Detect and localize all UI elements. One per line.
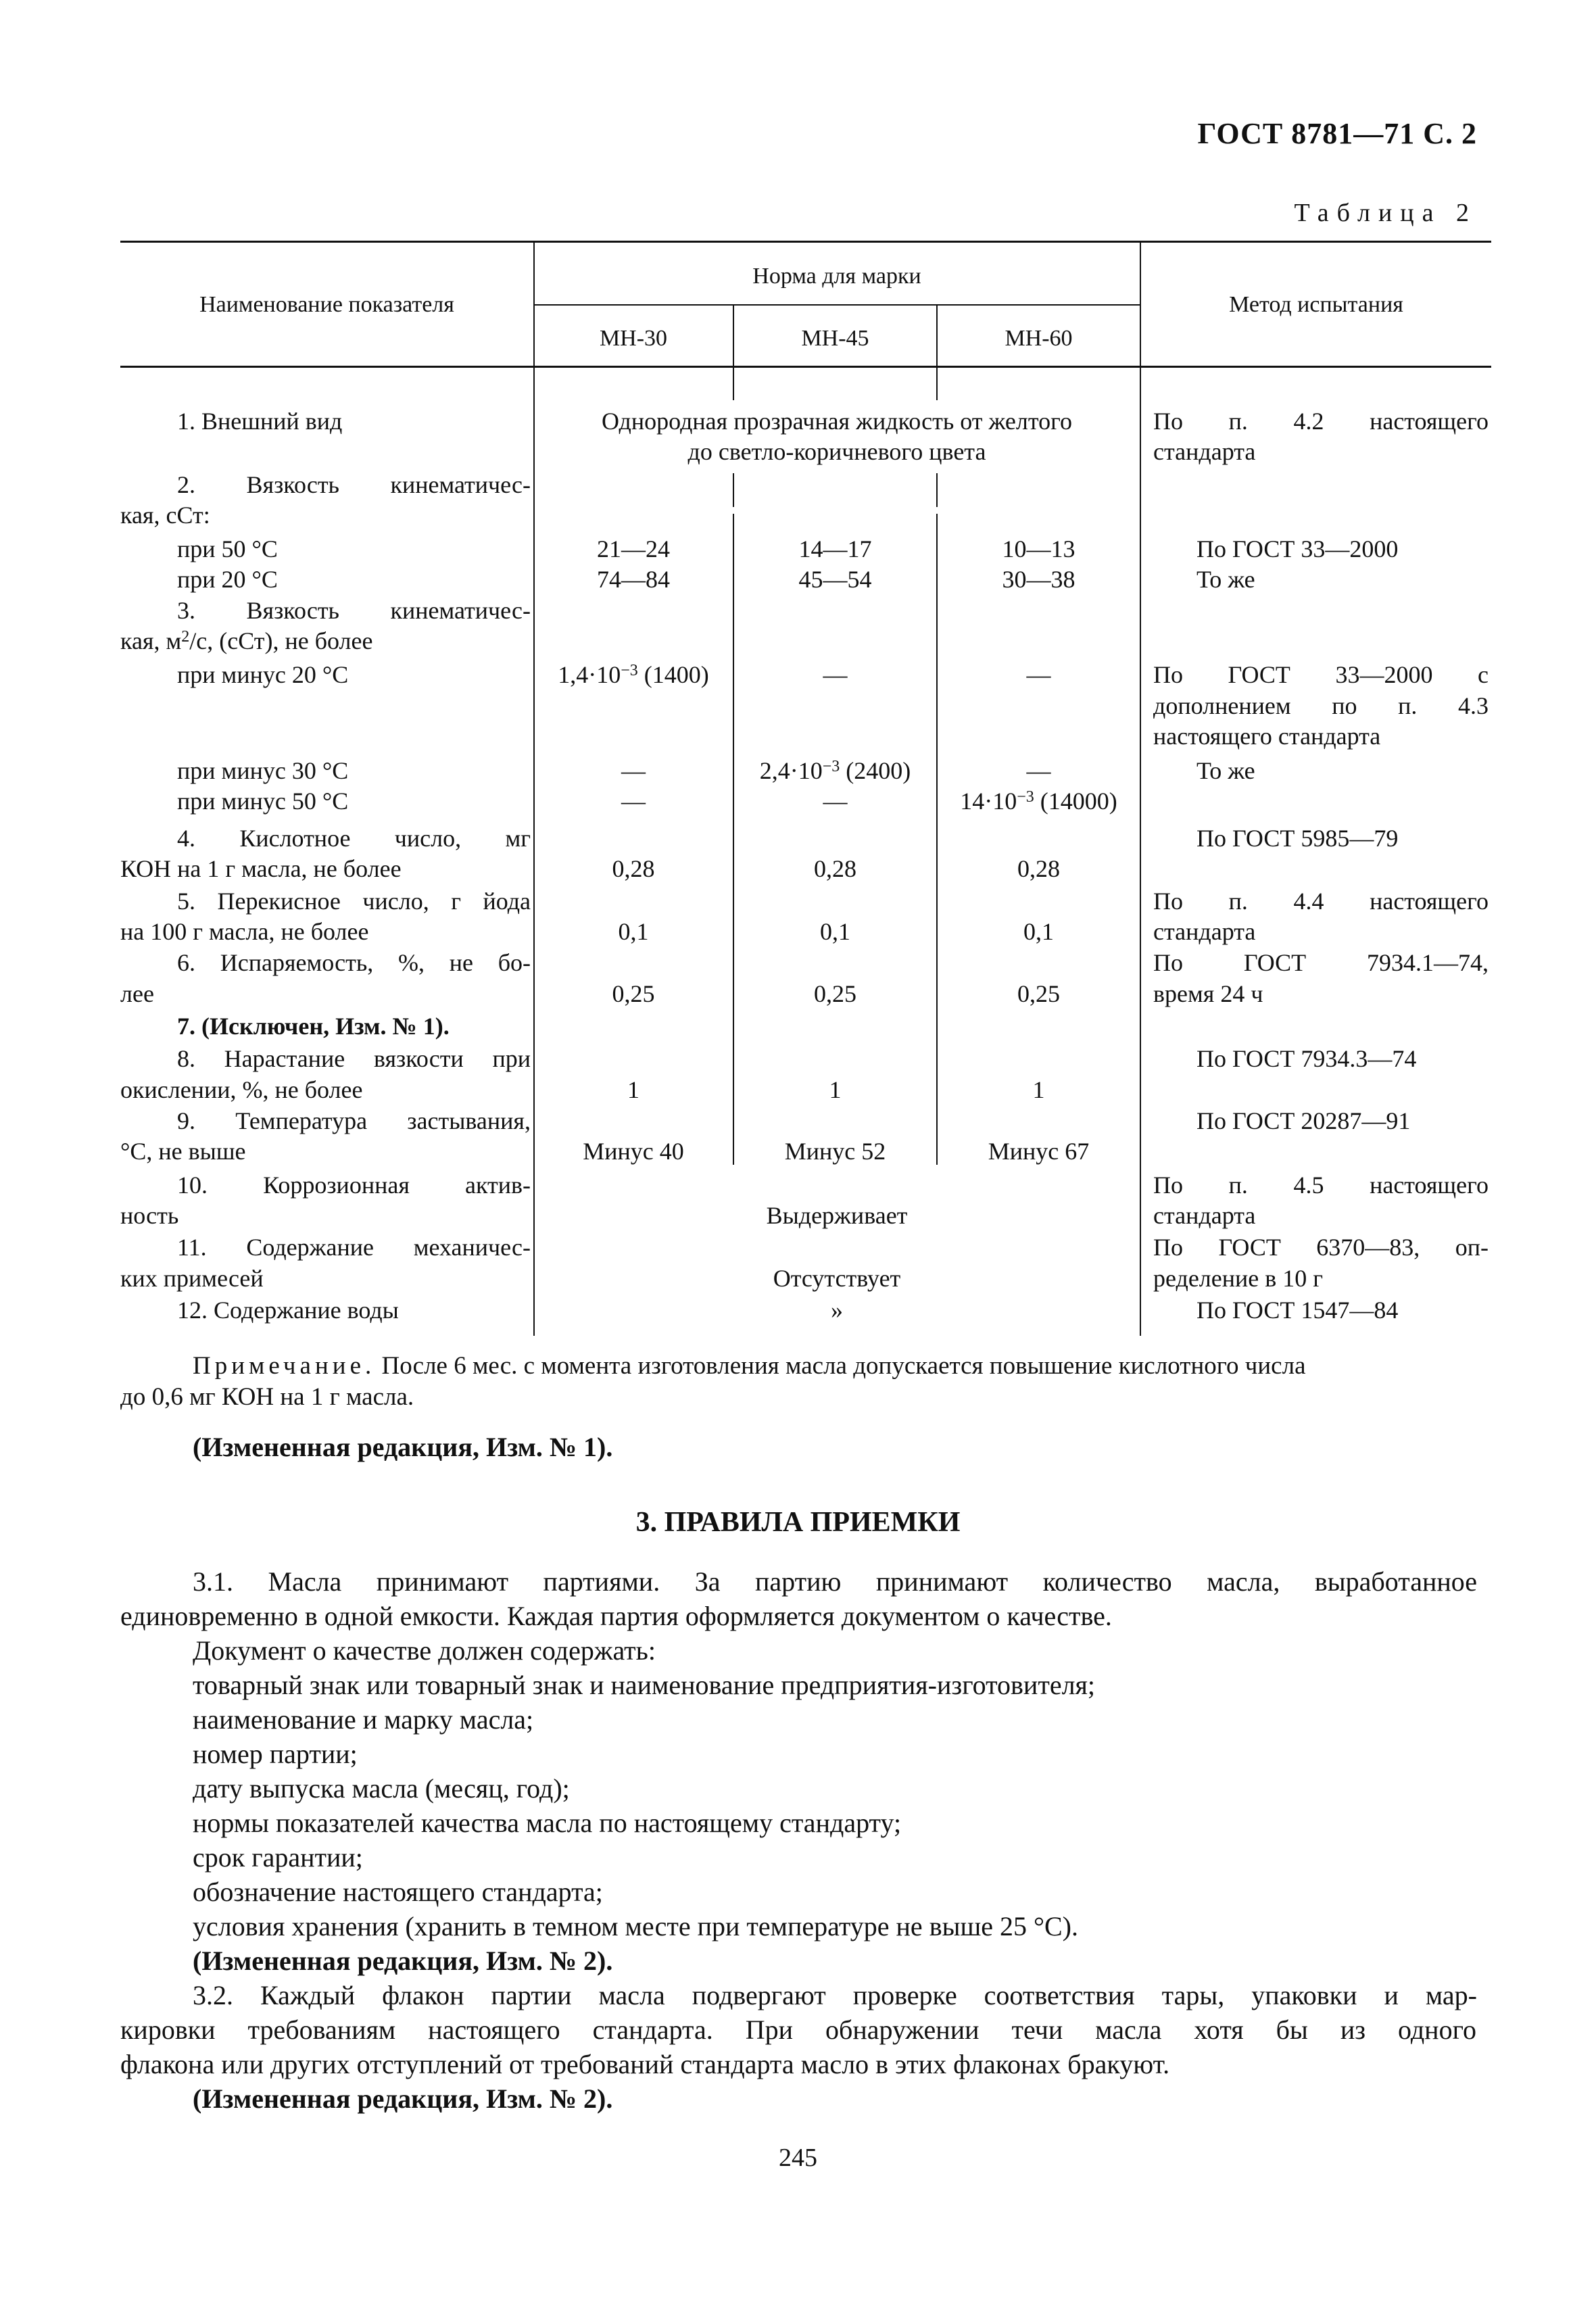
row-name: 9. Температура застывания, [177,1107,531,1134]
list-item: срок гарантии; [193,1842,363,1873]
row-name: окислении, %, не более [120,1076,363,1103]
row-value: 1 [627,1076,639,1103]
section-title: 3. ПРАВИЛА ПРИЕМКИ [635,1507,961,1538]
row-method: ределение в 10 г [1153,1265,1324,1292]
paragraph-3-2: 3.2. Каждый флакон партии масла подвергают проверке соответствия тары, упаковки и мар- [193,1980,1477,2010]
row-method: То же [1196,566,1255,593]
table-row-7: 7. (Исключен, Изм. № 1). [177,1013,450,1040]
row-value: — [621,788,646,815]
paragraph-3-1: 3.1. Масла принимают партиями. За партию принимают количество масла, выработанное [193,1566,1477,1597]
row-method: По ГОСТ 7934.3—74 [1196,1045,1417,1072]
row-method: настоящего стандарта [1153,723,1381,750]
row-value: 0,1 [820,918,850,945]
row-value: — [1026,757,1051,784]
row-method: дополнением по п. 4.3 [1153,692,1489,719]
table-note: Примечание. После 6 мес. с момента изготовления масла допускается повышение кислотного числа [193,1352,1306,1380]
row-name: 10. Коррозионная актив- [177,1172,531,1199]
row-name: на 100 г масла, не более [120,918,369,945]
paragraph-3-2-cont: кировки требованиям настоящего стандарта. При обнаружении течи масла хотя бы из одного [120,2015,1476,2045]
row-method: стандарта [1153,1202,1256,1229]
row-method: По ГОСТ 33—2000 [1196,535,1399,562]
row-method: По ГОСТ 33—2000 с [1153,661,1489,688]
document-header: ГОСТ 8781—71 С. 2 [1197,117,1477,150]
row-value: 0,28 [814,855,856,882]
row-name: лее [120,980,154,1007]
paragraph-3-2-cont: флакона или других отступлений от требований стандарта масло в этих флаконах бракуют. [120,2049,1170,2079]
row-method: По ГОСТ 5985—79 [1196,825,1399,852]
row-method: стандарта [1153,438,1256,465]
row-value: 0,25 [1017,980,1060,1007]
row-method: По п. 4.2 настоящего [1153,408,1489,435]
list-item: обозначение настоящего стандарта; [193,1877,603,1907]
row-value: 0,1 [1023,918,1054,945]
row-sub-label: при минус 30 °С [177,757,349,784]
row-sub-label: при 20 °С [177,566,278,593]
amendment-note: (Измененная редакция, Изм. № 2). [193,2083,613,2114]
row-value: — [1026,661,1051,688]
row-sub-label: при минус 50 °С [177,788,349,815]
row-method: время 24 ч [1153,980,1263,1007]
row-value: 0,25 [814,980,856,1007]
col-header-grade-mn60: МН-60 [1005,326,1073,351]
row-name: 2. Вязкость кинематичес- [177,471,531,498]
page-number: 245 [779,2144,817,2172]
row-method: По ГОСТ 20287—91 [1196,1107,1411,1134]
row-value: Минус 40 [583,1138,684,1165]
row-name: 6. Испаряемость, %, не бо- [177,949,531,976]
row-name: 4. Кислотное число, мг [177,825,531,852]
row-value: 10—13 [1002,535,1075,562]
row-name: 8. Нарастание вязкости при [177,1045,531,1072]
row-name: 5. Перекисное число, г йода [177,888,531,915]
row-method: По п. 4.5 настоящего [1153,1172,1489,1199]
list-item: нормы показателей качества масла по настоящему стандарту; [193,1808,902,1838]
list-item: товарный знак или товарный знак и наименование предприятия-изготовителя; [193,1670,1096,1700]
row-method: То же [1196,757,1255,784]
row-method: По ГОСТ 6370—83, оп- [1153,1234,1489,1261]
row-name: 3. Вязкость кинематичес- [177,597,531,624]
table-caption: Таблица 2 [1294,199,1477,227]
row-name: 12. Содержание воды [177,1297,399,1324]
row-name: °С, не выше [120,1138,246,1165]
col-header-grade-mn45: МН-45 [801,326,869,351]
row-value: $1,4\cdot 10^{-3}$ (1400) [558,661,709,688]
row-value: Минус 52 [784,1138,886,1165]
list-item: дату выпуска масла (месяц, год); [193,1773,570,1804]
row-value: — [823,661,848,688]
row-value: 45—54 [798,566,872,593]
amendment-note: (Измененная редакция, Изм. № 1). [193,1432,613,1462]
table-note-cont: до 0,6 мг КОН на 1 г масла. [120,1383,414,1411]
paragraph-3-1-cont: единовременно в одной емкости. Каждая партия оформляется документом о качестве. [120,1601,1112,1631]
amendment-note: (Измененная редакция, Изм. № 2). [193,1946,613,1976]
list-item: номер партии; [193,1739,358,1769]
row-value: $14\cdot 10^{-3}$ (14000) [960,788,1117,815]
row-value: 21—24 [597,535,670,562]
row-value: Отсутствует [773,1265,901,1292]
doc-intro: Документ о качестве должен содержать: [193,1635,656,1666]
row-method: стандарта [1153,918,1256,945]
col-header-method: Метод испытания [1229,292,1403,317]
row-name: ких примесей [120,1265,264,1292]
list-item: наименование и марку масла; [193,1704,534,1735]
col-header-grade-mn30: МН-30 [599,326,668,351]
row-name: 1. Внешний вид [177,408,343,435]
row-sub-label: при минус 20 °С [177,661,349,688]
row-value: 1 [1032,1076,1045,1103]
row-value: 30—38 [1002,566,1075,593]
row-name: кая, $м^2/с$, (сСт), не более [120,627,373,654]
row-value: 74—84 [597,566,670,593]
row-name: 11. Содержание механичес- [177,1234,531,1261]
row-value: — [823,788,848,815]
row-value: 0,28 [1017,855,1060,882]
row-method: По п. 4.4 настоящего [1153,888,1489,915]
row-sub-label: при 50 °С [177,535,278,562]
row-name: ность [120,1202,179,1229]
row-value: Минус 67 [988,1138,1090,1165]
row-method: По ГОСТ 1547—84 [1196,1297,1399,1324]
row-value: 14—17 [798,535,872,562]
row-value: 0,28 [612,855,655,882]
row-value: 1 [829,1076,842,1103]
row-value: Однородная прозрачная жидкость от желтого [602,408,1072,435]
col-header-name: Наименование показателя [199,292,454,317]
row-name: кая, сСт: [120,502,210,529]
row-value: до светло-коричневого цвета [687,438,986,465]
col-header-norm: Норма для марки [752,264,921,289]
row-value: Выдерживает [766,1202,908,1229]
row-method: По ГОСТ 7934.1—74, [1153,949,1489,976]
row-value: 0,1 [618,918,649,945]
row-name: КОН на 1 г масла, не более [120,855,402,882]
row-value: » [831,1297,843,1324]
row-value: $2,4\cdot 10^{-3}$ (2400) [759,757,911,784]
row-value: — [621,757,646,784]
list-item: условия хранения (хранить в темном месте при температуре не выше 25 °С). [193,1911,1078,1941]
row-value: 0,25 [612,980,655,1007]
